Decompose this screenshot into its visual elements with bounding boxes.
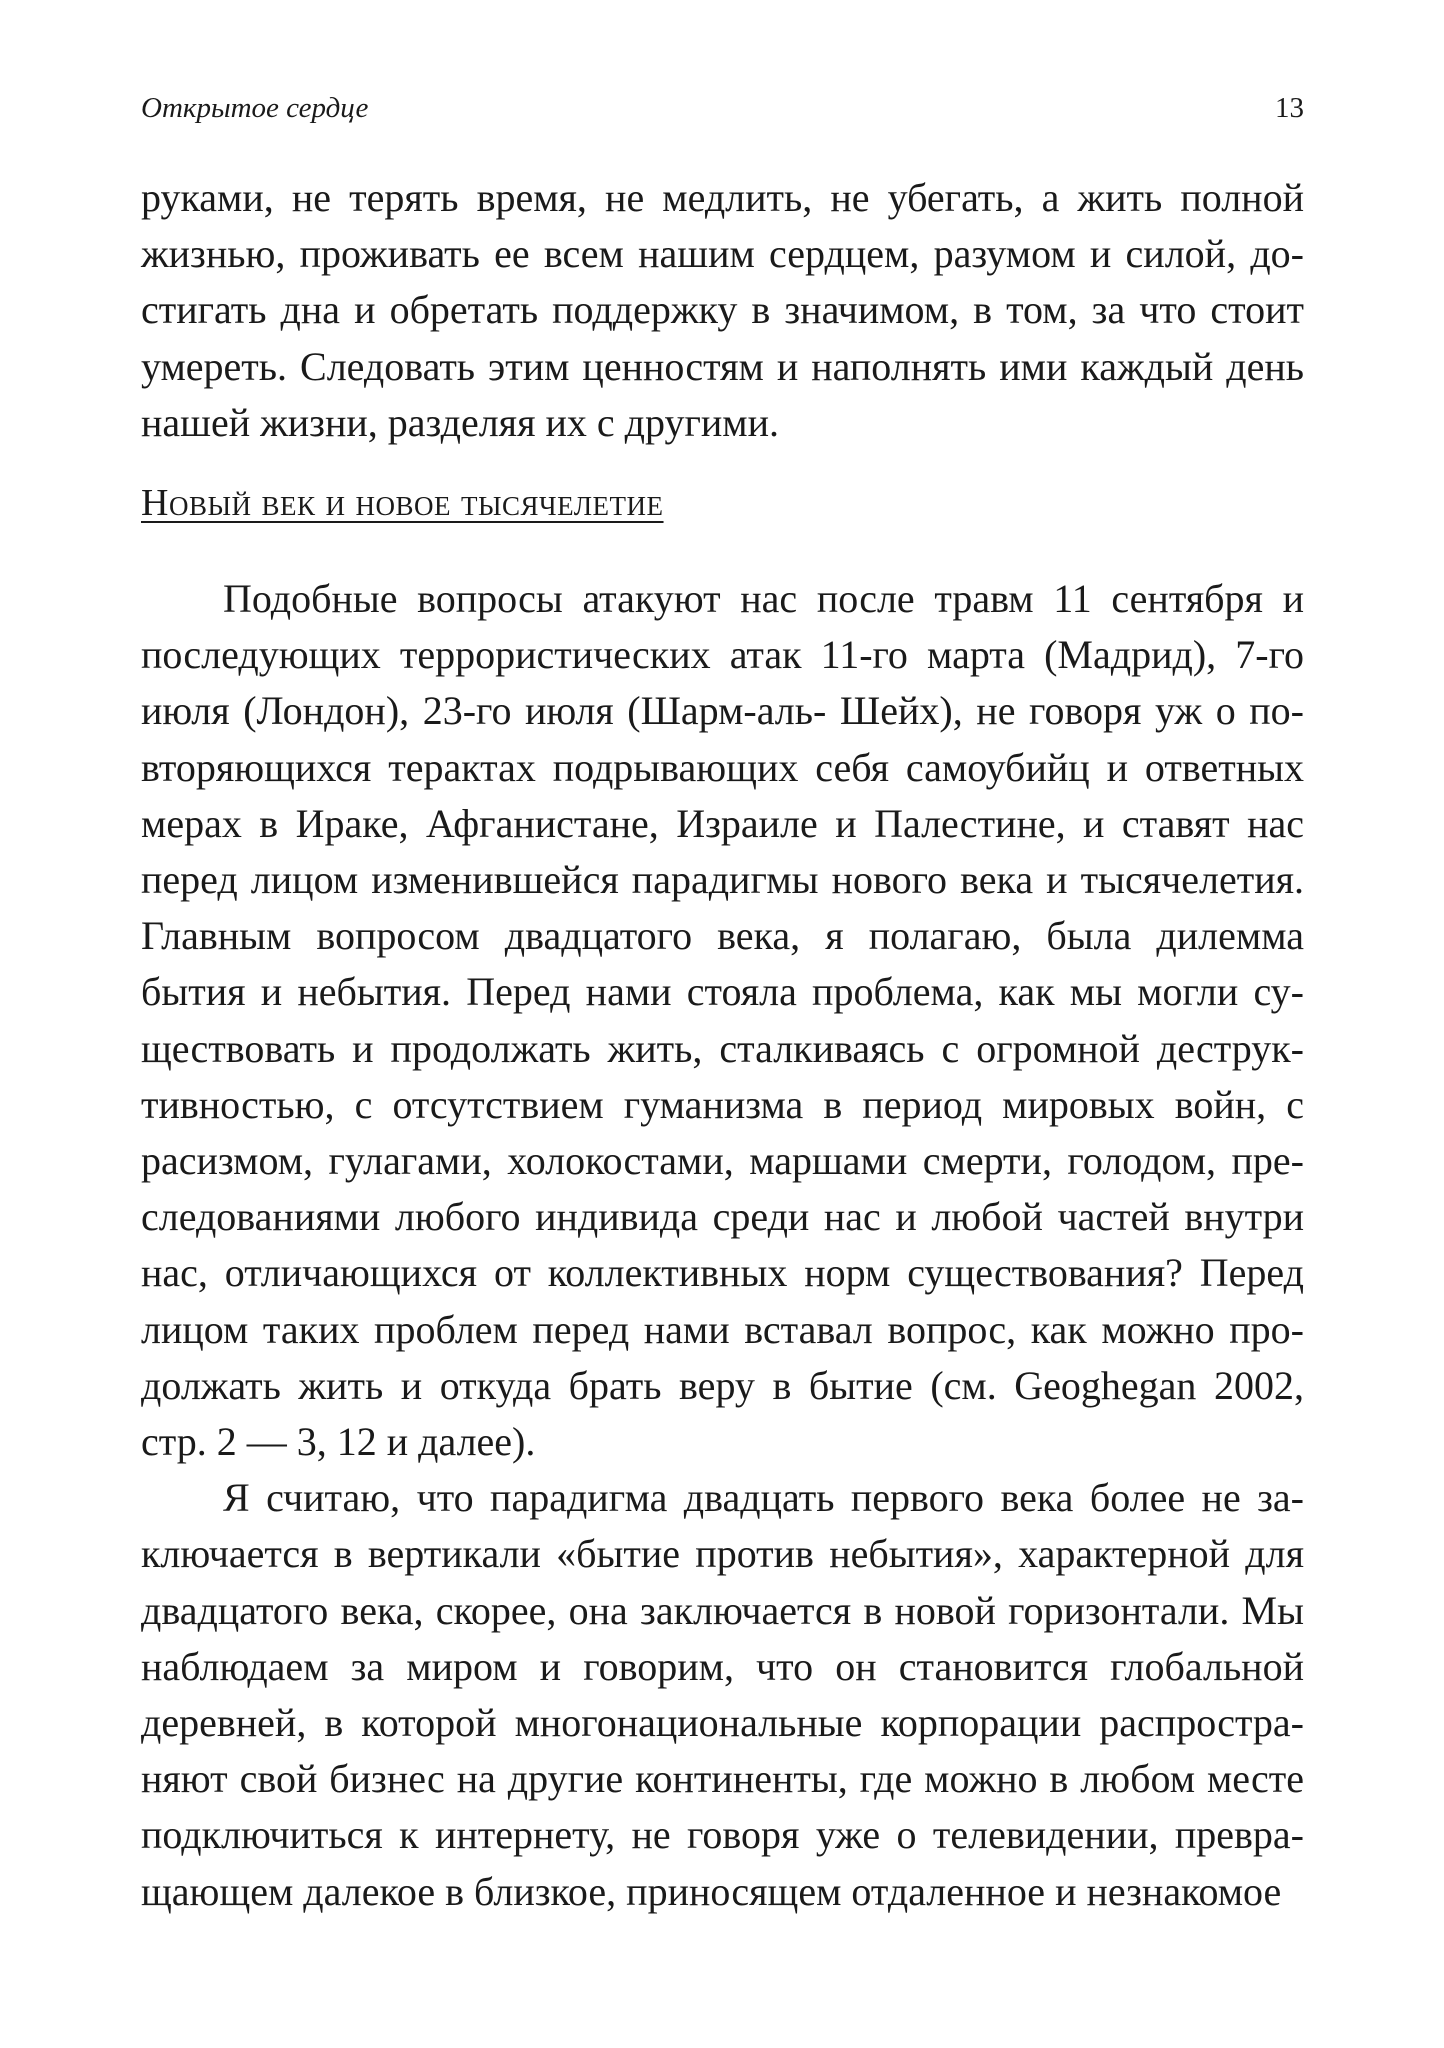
paragraph-continued: руками, не терять время, не медлить, не убегать, а жить полной жизнью, проживать ее всем нашим сердцем, разумом и силой, достигать дна и обретать поддержку в значимом, в том, за что стоит умереть. Следовать этим ценностям и наполнять ими каждый день нашей жизни, разделяя их с другими. [141,175,1304,445]
running-title: Открытое сердце [141,92,369,124]
section-heading-text: Новый век и новое тысячелетие [141,482,664,525]
body-text [141,170,1304,1920]
page-number: 13 [1275,92,1304,124]
book-page [141,0,1304,2048]
paragraph: Я считаю, что парадигма двадцать первого века более не заключается в вертикали «бытие против небытия», характерной для двадцатого века, скорее, она заключается в новой горизонтали. Мы наблюдаем за миром и говорим, что он становится глобальной деревней, в которой многонациональные корпорации распространяют свой бизнес на другие континенты, где можно в любом месте подключиться к интернету, не говоря уже о телевидении, превращающем далекое в близкое, приносящем отдаленное и незнакомое [141,1475,1304,1914]
section-heading [141,475,1304,531]
running-header [141,92,1304,132]
paragraph: Подобные вопросы атакуют нас после травм 11 сентября и последующих террористических атак 11-го марта (Мадрид), 7-го июля (Лондон), 23-го июля (Шарм-аль- Шейх), не говоря уж о повторяющихся терактах подрывающих себя самоубийц и ответных мерах в Ираке, Афганистане, Израиле и Палестине, и ставят нас перед лицом изменившейся парадигмы нового века и тысячелетия. Главным вопросом двадцатого века, я полагаю, была дилемма бытия и небытия. Перед нами стояла проблема, как мы могли существовать и продолжать жить, сталкиваясь с огромной деструктивностью, с отсутствием гуманизма в период мировых войн, с расизмом, гулагами, холокостами, маршами смерти, голодом, преследованиями любого индивида среди нас и любой частей внутри нас, отличающихся от коллективных норм существования? Перед лицом таких проблем перед нами вставал вопрос, как можно продолжать жить и откуда брать веру в бытие (см. Geoghegan 2002, стр. 2 — 3, 12 и далее). [141,576,1304,1465]
